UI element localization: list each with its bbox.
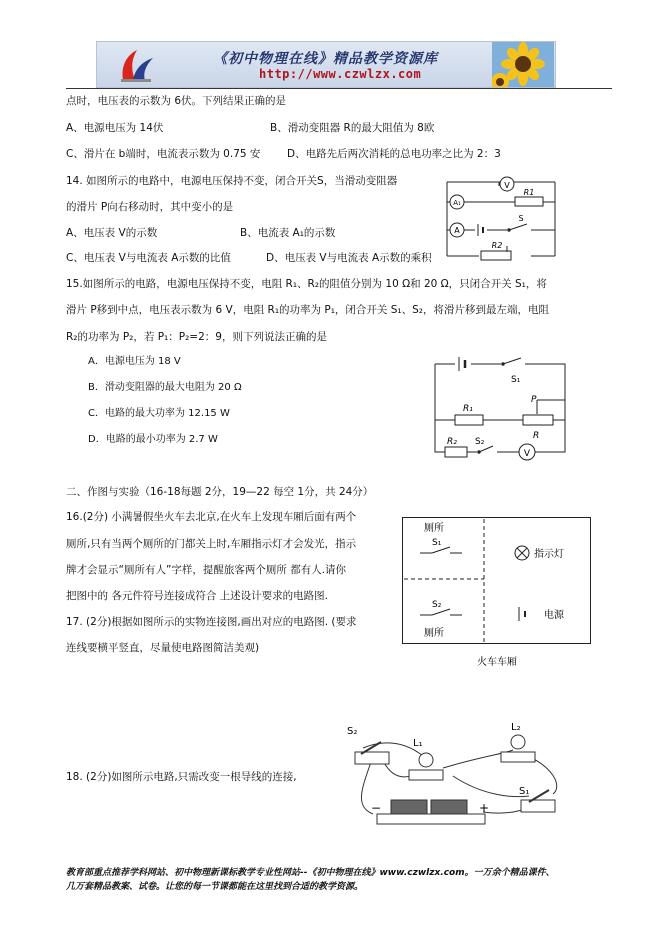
resistor-r1-icon [455, 415, 483, 425]
banner-title: 《初中物理在线》精品教学资源库 [213, 51, 438, 67]
battery-box-icon [377, 800, 485, 824]
q15-label-s2: S₂ [475, 437, 485, 447]
q14-label-a: A [454, 226, 460, 235]
q18-label-l1: L₁ [413, 738, 423, 749]
q18-label-s2: S₂ [347, 726, 358, 737]
q14-label-a1: A₁ [453, 199, 461, 207]
q14-label-s: S [518, 214, 524, 223]
q16-label-toilet1: 厕所 [424, 523, 444, 534]
q15-label-r: R [533, 431, 540, 441]
q15-option-c: C．电路的最大功率为 12.15 W [88, 408, 230, 419]
q14-label-r2: R2 [491, 241, 503, 250]
voltmeter-icon [519, 444, 535, 460]
q13-option-d: D、电路先后两次消耗的总电功率之比为 2：3 [287, 148, 501, 160]
q16-line1: 16.(2分) 小满暑假坐火车去北京,在火车上发现车厢后面有两个 [66, 511, 357, 523]
q15-label-r2: R₂ [447, 437, 457, 447]
q15-line2: 滑片 P移到中点，电压表示数为 6 V，电阻 R₁的功率为 P₁，闭合开关 S₁、S₂，将滑片移到最左端，电阻 [66, 304, 550, 316]
q15-label-s1: S₁ [511, 375, 521, 385]
footer-line1: 教育部重点推荐学科网站、初中物理新课标教学专业性网站--《初中物理在线》www.czwlzx.com。一万余个精品课件、 [66, 868, 555, 878]
bulb-l2-icon [501, 735, 535, 762]
q18-label-plus: + [479, 801, 490, 815]
q16-label-lamp: 指示灯 [534, 549, 564, 560]
resistor-r1-icon [515, 197, 543, 206]
q18-physical-circuit [333, 716, 593, 826]
rheostat-r2-icon [481, 251, 511, 260]
q16-line4: 把图中的 各元件符号连接成符合 上述设计要求的电路图. [66, 590, 329, 602]
battery-icon [455, 357, 471, 371]
q14-line1: 14. 如图所示的电路中，电源电压保持不变，闭合开关S，当滑动变阻器 [66, 175, 398, 187]
voltmeter-icon [500, 177, 514, 191]
q14-line2: 的滑片 P向右移动时，其中变小的是 [66, 201, 234, 213]
ammeter-a-icon [450, 223, 464, 237]
q14-option-c: C、电压表 V与电流表 A示数的比值 [66, 252, 231, 264]
bulb-l1-icon [409, 753, 443, 780]
sunflower-icon [492, 42, 554, 87]
q18-label-l2: L₂ [511, 722, 521, 733]
q16-label-s2: S₂ [432, 600, 442, 610]
q16-line3: 牌才会显示“厕所有人”字样，提醒旅客两个厕所 都有人.请你 [66, 564, 347, 576]
banner-url[interactable]: http://www.czwlzx.com [259, 67, 422, 81]
q15-option-a: A．电源电压为 18 V [88, 356, 181, 367]
q16-train-diagram [402, 517, 592, 672]
rheostat-r-icon [523, 415, 553, 425]
q15-label-p: P [531, 395, 537, 405]
q13-option-c: C、滑片在 b端时，电流表示数为 0.75 安 [66, 148, 261, 160]
q15-line3: R₂的功率为 P₂，若 P₁：P₂=2：9，则下列说法正确的是 [66, 331, 327, 343]
section2-heading: 二、作图与实验（16-18每题 2分，19—22 每空 1分，共 24分） [66, 486, 374, 498]
q14-circuit-diagram [435, 172, 565, 264]
q15-option-d: D．电路的最小功率为 2.7 W [88, 434, 218, 445]
battery-icon [475, 224, 487, 236]
q15-label-v: V [523, 449, 531, 459]
q13-option-a: A、电源电压为 14伏 [66, 122, 164, 134]
q16-line2: 厕所,只有当两个厕所的门都关上时,车厢指示灯才会发光，指示 [66, 538, 357, 550]
ammeter-a1-icon [450, 195, 464, 209]
q16-caption: 火车车厢 [477, 657, 517, 668]
q14-option-a: A、电压表 V的示数 [66, 227, 158, 239]
switch-s1-icon [501, 358, 525, 370]
q13-option-b: B、滑动变阻器 R的最大阻值为 8欧 [270, 122, 435, 134]
q14-option-b: B、电流表 A₁的示数 [240, 227, 336, 239]
q18-label-s1: S₁ [519, 786, 530, 797]
q15-line1: 15.如图所示的电路，电源电压保持不变，电阻 R₁、R₂的阻值分别为 10 Ω和 20 Ω，只闭合开关 S₁，将 [66, 278, 547, 290]
q16-label-s1: S₁ [432, 538, 442, 548]
header-rule [66, 88, 612, 89]
q13-line1: 点时，电压表的示数为 6伏。下列结果正确的是 [66, 95, 287, 107]
q17-line2: 连线要横平竖直，尽量使电路图简洁美观) [66, 642, 260, 654]
footer-line2: 几万套精品教案、试卷。让您的每一节课都能在这里找到合适的教学资源。 [66, 882, 364, 892]
q18-label-minus: − [371, 801, 382, 815]
q15-label-r1: R₁ [463, 404, 473, 414]
switch-s-icon [507, 224, 531, 234]
logo-icon [115, 46, 159, 84]
q16-label-power: 电源 [544, 610, 564, 621]
switch-s2-icon [477, 446, 497, 458]
header-banner [96, 41, 556, 88]
q14-label-r1: R1 [523, 188, 535, 197]
q15-circuit-diagram [425, 352, 575, 470]
q16-label-toilet2: 厕所 [424, 628, 444, 639]
resistor-r2-icon [445, 447, 467, 457]
q14-option-d: D、电压表 V与电流表 A示数的乘积 [266, 252, 432, 264]
q15-option-b: B．滑动变阻器的最大电阻为 20 Ω [88, 382, 242, 393]
q14-label-v: V [504, 181, 510, 190]
q17-line1: 17. (2分)根据如图所示的实物连接图,画出对应的电路图. (要求 [66, 616, 357, 628]
q18-text: 18. (2分)如图所示电路,只需改变一根导线的连接, [66, 771, 297, 783]
